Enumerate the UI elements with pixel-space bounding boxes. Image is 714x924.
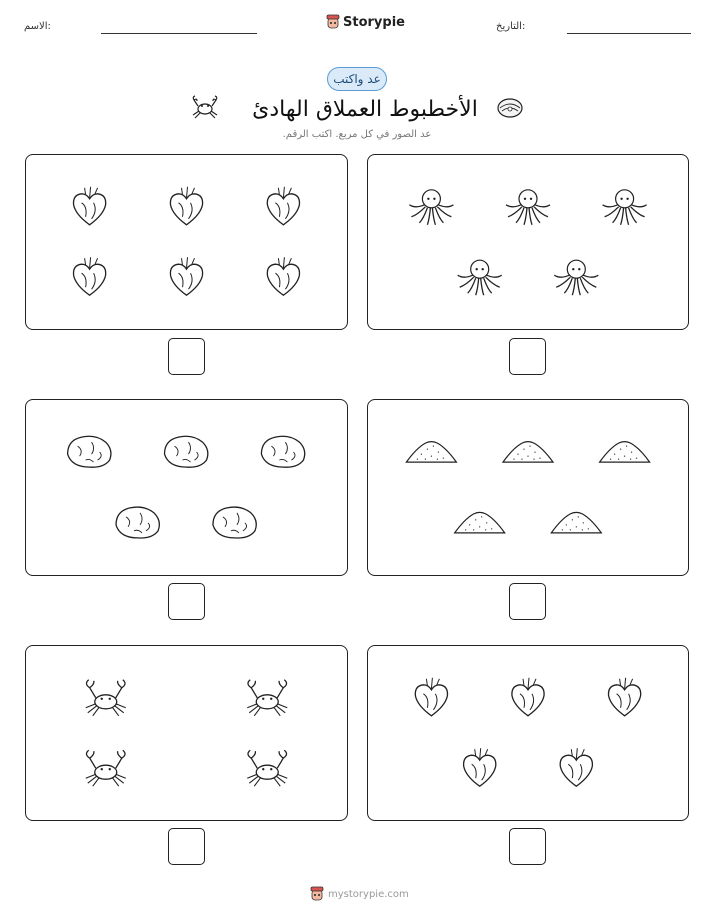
- page-title: الأخطبوط العملاق الهادئ: [252, 97, 478, 122]
- counting-panel-4: [25, 399, 348, 576]
- counting-panel-6: [25, 645, 348, 821]
- answer-box-3[interactable]: [509, 583, 546, 620]
- activity-badge: عد واكتب: [327, 67, 387, 91]
- name-line[interactable]: [101, 33, 257, 34]
- shell-icon: [496, 96, 524, 120]
- answer-box-5[interactable]: [509, 828, 546, 865]
- mascot-icon: [310, 886, 324, 902]
- answer-box-2[interactable]: [168, 338, 205, 375]
- date-label: التاريخ:: [496, 21, 526, 32]
- mascot-icon: [326, 14, 340, 30]
- name-label: الاسم:: [24, 21, 51, 32]
- footer-url: mystorypie.com: [328, 888, 409, 900]
- counting-panel-2: [25, 154, 348, 330]
- brand-logo: [326, 14, 405, 30]
- brand-name: Storypie: [343, 14, 405, 30]
- counting-panel-1: [367, 154, 689, 330]
- answer-box-4[interactable]: [168, 583, 205, 620]
- date-line[interactable]: [567, 33, 691, 34]
- counting-panel-5: [367, 645, 689, 821]
- counting-panel-3: [367, 399, 689, 576]
- answer-box-1[interactable]: [509, 338, 546, 375]
- footer: [310, 886, 409, 902]
- answer-box-6[interactable]: [168, 828, 205, 865]
- instructions: عد الصور في كل مربع. اكتب الرقم.: [282, 129, 432, 140]
